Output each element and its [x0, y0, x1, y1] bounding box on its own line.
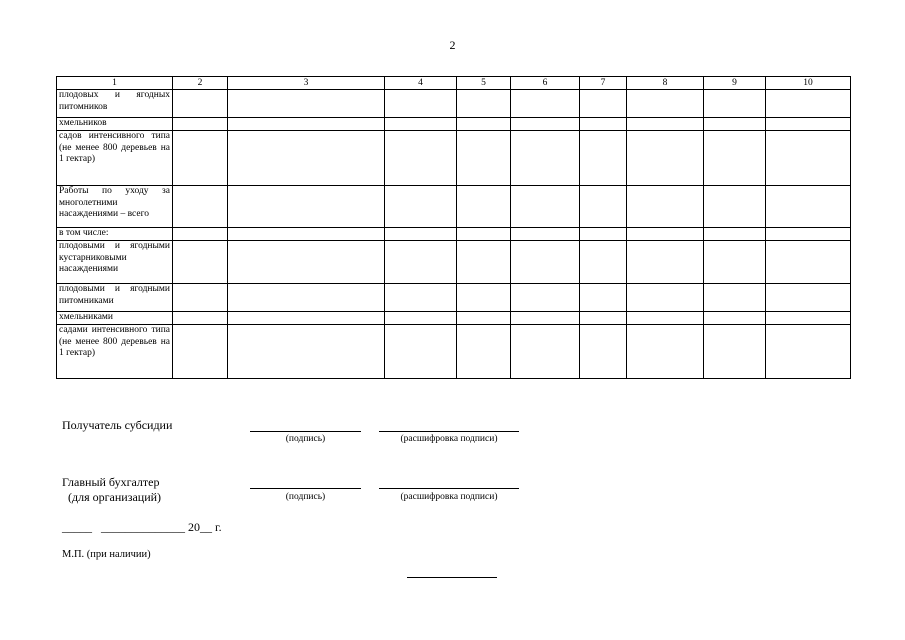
table-cell — [511, 131, 580, 186]
table-cell — [385, 241, 457, 284]
table-cell — [173, 118, 228, 131]
table-cell — [457, 118, 511, 131]
row-label: хмельников — [57, 118, 173, 131]
row-label: садами интенсивного типа (не менее 800 деревьев на 1 гектар) — [57, 325, 173, 379]
table-cell — [580, 312, 627, 325]
row-label: хмельниками — [57, 312, 173, 325]
table-cell — [385, 284, 457, 312]
column-number: 5 — [457, 77, 511, 90]
table-row — [57, 312, 851, 325]
table-row — [57, 325, 851, 379]
recipient-label: Получатель субсидии — [62, 418, 173, 432]
column-number-row — [57, 77, 851, 90]
table-row — [57, 131, 851, 186]
table-cell — [173, 131, 228, 186]
table-cell — [704, 90, 766, 118]
signature-line — [250, 431, 361, 432]
decode-line — [379, 431, 519, 432]
table-cell — [511, 118, 580, 131]
table-cell — [627, 90, 704, 118]
signature-caption: (подпись) — [285, 434, 326, 444]
table-cell — [766, 186, 851, 228]
table-cell — [704, 241, 766, 284]
table-cell — [228, 284, 385, 312]
row-label: плодовыми и ягодными питомниками — [57, 284, 173, 312]
table-cell — [511, 312, 580, 325]
table-cell — [766, 325, 851, 379]
table-cell — [173, 241, 228, 284]
table-cell — [580, 186, 627, 228]
table-cell — [457, 284, 511, 312]
table-cell — [457, 241, 511, 284]
table-cell — [704, 131, 766, 186]
table-row — [57, 241, 851, 284]
subsidy-table — [56, 76, 851, 379]
date-line: _____ ______________ 20__ г. — [62, 520, 222, 534]
table-cell — [457, 228, 511, 241]
column-number: 3 — [228, 77, 385, 90]
table-cell — [173, 228, 228, 241]
signature-caption: (подпись) — [285, 492, 326, 502]
stamp-label: М.П. (при наличии) — [62, 549, 151, 560]
table-cell — [511, 241, 580, 284]
table-cell — [627, 325, 704, 379]
table-row — [57, 186, 851, 228]
column-number: 4 — [385, 77, 457, 90]
table-cell — [173, 325, 228, 379]
decode-caption: (расшифровка подписи) — [400, 492, 498, 502]
table-cell — [457, 90, 511, 118]
accountant-sub-label: (для организаций) — [68, 490, 162, 504]
table-cell — [385, 312, 457, 325]
column-number: 7 — [580, 77, 627, 90]
table-cell — [766, 118, 851, 131]
row-label: плодовых и ягодных питомников — [57, 90, 173, 118]
row-label: плодовыми и ягодными кустарниковыми насаждениями — [57, 241, 173, 284]
table-cell — [228, 118, 385, 131]
table-cell — [228, 312, 385, 325]
table-cell — [704, 312, 766, 325]
table-cell — [228, 90, 385, 118]
row-label: садов интенсивного типа (не менее 800 деревьев на 1 гектар) — [57, 131, 173, 186]
row-label: в том числе: — [57, 228, 173, 241]
table-cell — [704, 186, 766, 228]
table-cell — [704, 325, 766, 379]
decode-caption: (расшифровка подписи) — [400, 434, 498, 444]
table-cell — [766, 90, 851, 118]
signature-line — [250, 488, 361, 489]
table-cell — [511, 325, 580, 379]
table-row — [57, 90, 851, 118]
table-cell — [704, 118, 766, 131]
column-number: 8 — [627, 77, 704, 90]
table-cell — [627, 186, 704, 228]
table-cell — [457, 312, 511, 325]
table-row — [57, 228, 851, 241]
table-cell — [228, 325, 385, 379]
table-cell — [580, 118, 627, 131]
table-cell — [627, 131, 704, 186]
table-cell — [457, 131, 511, 186]
row-label: Работы по уходу за многолетними насаждениями – всего — [57, 186, 173, 228]
table-cell — [385, 118, 457, 131]
column-number: 10 — [766, 77, 851, 90]
table-cell — [385, 131, 457, 186]
accountant-label: Главный бухгалтер — [62, 475, 160, 489]
column-number: 6 — [511, 77, 580, 90]
column-number: 9 — [704, 77, 766, 90]
table-cell — [228, 186, 385, 228]
table-cell — [173, 312, 228, 325]
table-cell — [173, 186, 228, 228]
column-number: 1 — [57, 77, 173, 90]
table-cell — [385, 228, 457, 241]
decode-line — [379, 488, 519, 489]
table-cell — [173, 90, 228, 118]
table-cell — [627, 118, 704, 131]
table-cell — [627, 312, 704, 325]
table-cell — [457, 325, 511, 379]
table-cell — [228, 241, 385, 284]
table-cell — [580, 241, 627, 284]
table-cell — [580, 284, 627, 312]
table-cell — [627, 284, 704, 312]
table-cell — [457, 186, 511, 228]
table-cell — [385, 186, 457, 228]
bottom-line — [407, 577, 497, 578]
table-cell — [228, 131, 385, 186]
table-row — [57, 284, 851, 312]
table-cell — [627, 241, 704, 284]
table-cell — [173, 284, 228, 312]
table-row — [57, 118, 851, 131]
table-cell — [511, 90, 580, 118]
table-cell — [627, 228, 704, 241]
table-cell — [704, 228, 766, 241]
table-cell — [704, 284, 766, 312]
table-cell — [580, 228, 627, 241]
table-cell — [766, 284, 851, 312]
table-cell — [511, 186, 580, 228]
table-cell — [766, 228, 851, 241]
page-number: 2 — [449, 38, 456, 52]
table-cell — [511, 228, 580, 241]
table-cell — [228, 228, 385, 241]
table-cell — [385, 325, 457, 379]
table-cell — [580, 90, 627, 118]
column-number: 2 — [173, 77, 228, 90]
table-cell — [511, 284, 580, 312]
table-cell — [385, 90, 457, 118]
table-cell — [580, 131, 627, 186]
table-cell — [766, 241, 851, 284]
table-cell — [580, 325, 627, 379]
table-cell — [766, 312, 851, 325]
table-cell — [766, 131, 851, 186]
